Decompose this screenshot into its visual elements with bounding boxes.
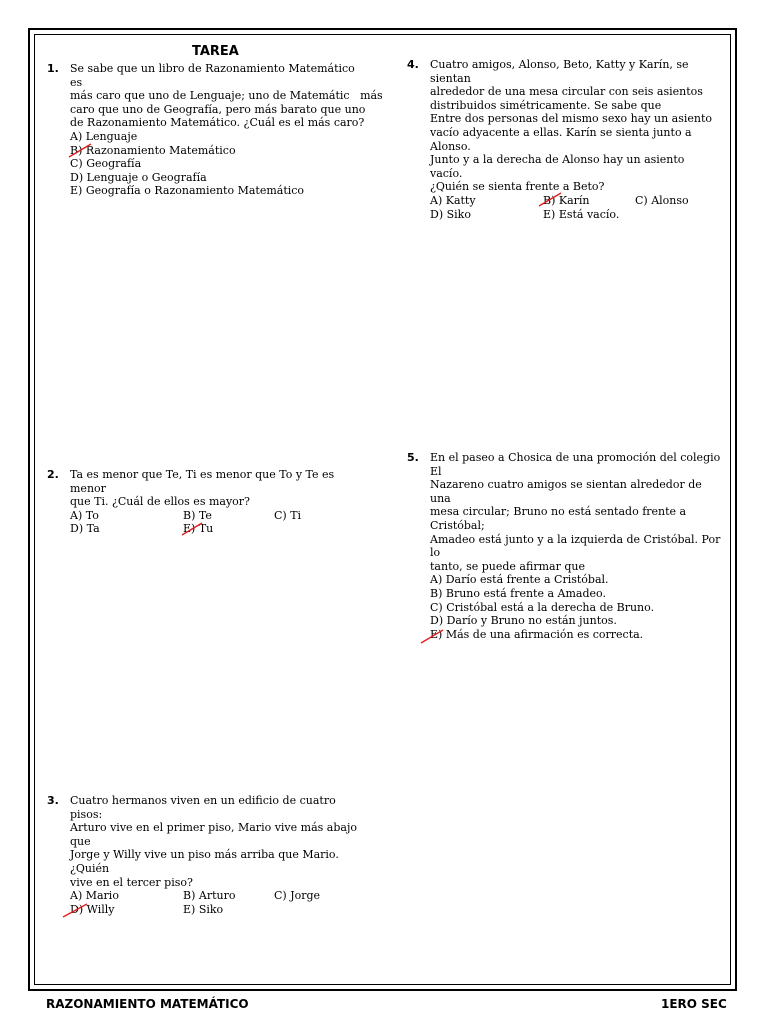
stem-line: vacío adyacente a ellas. Karín se sienta junto a Alonso. xyxy=(430,125,692,153)
stem-line: Jorge y Willy vive un piso más arriba que Mario. ¿Quién xyxy=(70,848,339,875)
option-c[interactable]: C) Jorge xyxy=(274,889,321,903)
option-e[interactable] xyxy=(183,522,213,536)
option-e[interactable]: E) Geografía o Razonamiento Matemático xyxy=(70,184,305,198)
option-e[interactable]: E) Siko xyxy=(183,902,224,916)
option-d[interactable]: D) Siko xyxy=(430,207,471,221)
stem-line: Cuatro amigos, Alonso, Beto, Katty y Karín, se sientan xyxy=(430,58,689,85)
stem-line: tanto, se puede afirmar que xyxy=(430,559,585,573)
option-e[interactable]: E) Está vacío. xyxy=(543,207,620,221)
option-d[interactable]: D) Lenguaje o Geografía xyxy=(70,170,207,184)
option-a[interactable]: A) Lenguaje xyxy=(70,129,138,143)
stem-line: Nazareno cuatro amigos se sientan alrededor de una xyxy=(430,478,702,505)
options-row xyxy=(70,903,370,917)
option-label: E) Tu xyxy=(183,522,214,536)
option-b[interactable] xyxy=(543,194,590,208)
option-b[interactable]: B) Bruno está frente a Amadeo. xyxy=(430,586,606,600)
option-a[interactable]: A) Darío está frente a Cristóbal. xyxy=(430,573,609,587)
option-a[interactable]: A) Mario xyxy=(70,889,119,903)
stem-line: ¿Quién se sienta frente a Beto? xyxy=(430,180,605,194)
stem-line: más caro que uno de Lenguaje; uno de Matemátic más xyxy=(70,89,383,103)
option-label: D) Willy xyxy=(70,902,115,916)
stem-line: de Razonamiento Matemático. ¿Cuál es el más caro? xyxy=(70,116,365,130)
question-number: 3. xyxy=(47,794,59,807)
options-row xyxy=(430,194,720,208)
question-stem xyxy=(430,451,722,573)
stem-line: Cuatro hermanos viven en un edificio de cuatro pisos: xyxy=(70,794,336,821)
question-number: 1. xyxy=(47,62,59,75)
option-a[interactable]: A) To xyxy=(70,508,99,522)
question-stem xyxy=(70,62,383,130)
option-b[interactable]: B) Arturo xyxy=(183,889,236,903)
option-c[interactable]: C) Ti xyxy=(274,508,302,522)
option-label: B) Razonamiento Matemático xyxy=(70,143,236,157)
footer-subject: RAZONAMIENTO MATEMÁTICO xyxy=(46,997,249,1011)
question-number: 5. xyxy=(407,451,419,464)
options-row xyxy=(70,522,370,536)
option-b[interactable]: B) Te xyxy=(183,508,212,522)
option-c[interactable]: C) Geografía xyxy=(70,157,142,171)
question-number: 2. xyxy=(47,468,59,481)
footer-grade: 1ERO SEC xyxy=(661,997,727,1011)
question-stem xyxy=(430,58,720,194)
page-title: TAREA xyxy=(192,44,239,59)
option-a[interactable]: A) Katty xyxy=(430,193,476,207)
stem-line: que Ti. ¿Cuál de ellos es mayor? xyxy=(70,495,250,509)
option-b[interactable] xyxy=(70,144,370,158)
question-2 xyxy=(47,468,370,536)
stem-line: mesa circular; Bruno no está sentado frente a Cristóbal; xyxy=(430,505,687,532)
options-row xyxy=(70,509,370,523)
options-row xyxy=(430,208,720,222)
stem-line: Ta es menor que Te, Ti es menor que To y Te es menor xyxy=(70,468,335,495)
question-stem xyxy=(70,794,370,889)
stem-line: alrededor de una mesa circular con seis asientos xyxy=(430,85,703,99)
question-number: 4. xyxy=(407,58,419,71)
question-3 xyxy=(47,794,370,916)
options-row xyxy=(70,889,370,903)
stem-line: Arturo vive en el primer piso, Mario vive más abajo que xyxy=(70,821,357,848)
question-4 xyxy=(407,58,720,221)
question-stem xyxy=(70,468,370,509)
stem-line: caro que uno de Geografía, pero más barato que uno xyxy=(70,102,366,116)
options-list xyxy=(430,573,722,641)
question-5 xyxy=(407,451,722,641)
option-d[interactable]: D) Darío y Bruno no están juntos. xyxy=(430,614,617,628)
option-d[interactable] xyxy=(70,903,115,917)
option-label: E) Más de una afirmación es correcta. xyxy=(430,627,644,641)
options-list xyxy=(70,130,370,198)
option-c[interactable]: C) Cristóbal está a la derecha de Bruno. xyxy=(430,600,655,614)
option-c[interactable]: C) Alonso xyxy=(635,193,689,207)
stem-line: Amadeo está junto y a la izquierda de Cristóbal. Por lo xyxy=(430,532,721,560)
stem-line: distribuidos simétricamente. Se sabe que xyxy=(430,98,662,112)
stem-line: Junto y a la derecha de Alonso hay un asiento vacío. xyxy=(430,153,685,180)
option-d[interactable]: D) Ta xyxy=(70,522,100,536)
stem-line: En el paseo a Chosica de una promoción del colegio El xyxy=(430,451,721,478)
stem-line: Entre dos personas del mismo sexo hay un asiento xyxy=(430,112,713,126)
question-1 xyxy=(47,62,383,198)
option-label: B) Karín xyxy=(543,193,590,207)
option-e[interactable] xyxy=(430,628,722,642)
stem-line: Se sabe que un libro de Razonamiento Matemático es xyxy=(70,62,355,89)
stem-line: vive en el tercer piso? xyxy=(70,875,193,889)
